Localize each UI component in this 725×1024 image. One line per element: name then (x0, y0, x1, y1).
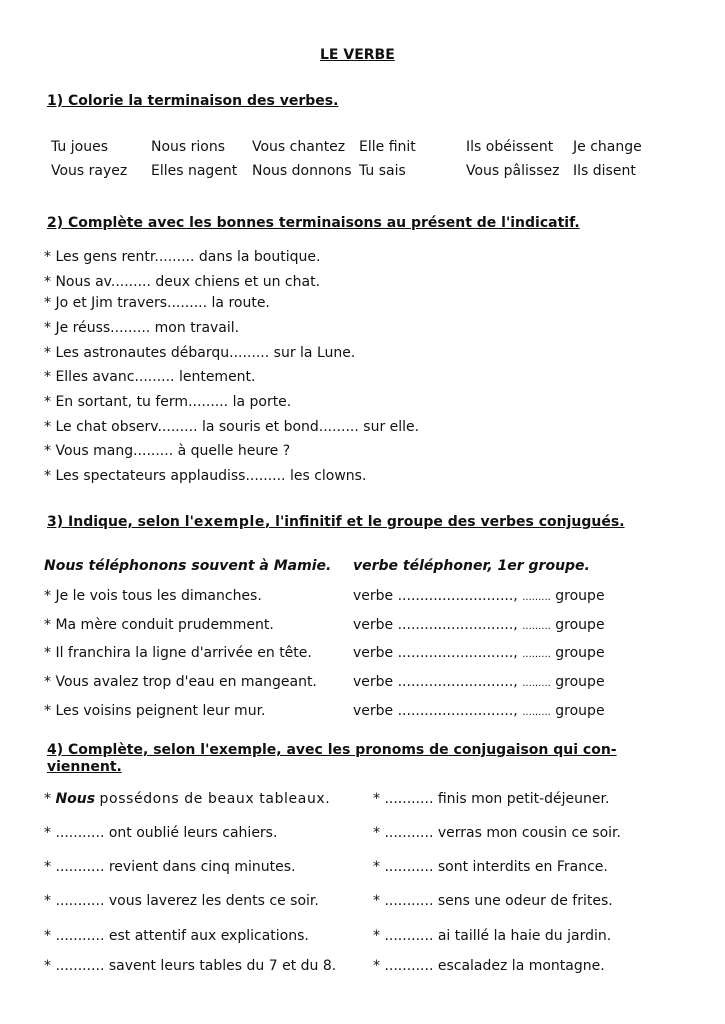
exercise-item: * ........... savent leurs tables du 7 et du 8. (44, 958, 337, 974)
section-1-heading: 1) Colorie la terminaison des verbes. (47, 93, 339, 109)
exercise-item: * ........... vous laverez les dents ce soir. (44, 893, 319, 909)
verb-cell: Nous donnons (252, 163, 352, 179)
section-4-heading-cont: viennent. (47, 759, 122, 775)
exercise-item: * Jo et Jim travers......... la route. (44, 295, 270, 311)
answer-line (353, 616, 605, 636)
exercise-item: * ........... ont oublié leurs cahiers. (44, 825, 278, 841)
bullet: * (44, 791, 51, 807)
exercise-item: * ........... est attentif aux explications. (44, 928, 309, 944)
heading-part: exemple (193, 514, 265, 530)
answer-groupe: groupe (555, 588, 605, 604)
exercise-item: * Les gens rentr......... dans la boutique. (44, 249, 321, 265)
answer-line (353, 644, 605, 664)
exercise-item: * ........... verras mon cousin ce soir. (373, 825, 621, 841)
section-4-heading: 4) Complète, selon l'exemple, avec les pronoms de conjugaison qui con- (47, 742, 617, 758)
verb-cell: Ils disent (573, 163, 636, 179)
exercise-item: * Nous av......... deux chiens et un chat. (44, 274, 321, 290)
heading-part: , l'infinitif et le groupe des verbes conjugués. (264, 514, 625, 530)
exercise-item: * ........... revient dans cinq minutes. (44, 859, 296, 875)
answer-groupe: groupe (555, 617, 605, 633)
answer-dots: ......... (522, 621, 551, 632)
answer-groupe: groupe (555, 674, 605, 690)
example-text: possédons de beaux tableaux. (99, 791, 331, 807)
verb-cell: Vous chantez (252, 139, 346, 155)
verb-cell: Nous rions (151, 139, 226, 155)
exercise-item: * En sortant, tu ferm......... la porte. (44, 394, 292, 410)
answer-dots: ......... (522, 678, 551, 689)
exercise-item: * ........... ai taillé la haie du jardin. (373, 928, 612, 944)
verb-cell: Vous rayez (51, 163, 128, 179)
answer-groupe: groupe (555, 645, 605, 661)
exercise-item: * ........... escaladez la montagne. (373, 958, 605, 974)
answer-dots: ......... (522, 592, 551, 603)
example-answer: verbe téléphoner, 1er groupe. (353, 558, 590, 574)
exercise-item: * Les astronautes débarqu......... sur la Lune. (44, 345, 356, 361)
exercise-item: * Vous mang......... à quelle heure ? (44, 443, 291, 459)
exercise-item: * Je le vois tous les dimanches. (44, 588, 262, 604)
answer-groupe: groupe (555, 703, 605, 719)
heading-part: 3) Indique, selon l' (47, 514, 194, 530)
verb-cell: Je change (573, 139, 642, 155)
exercise-item: * Le chat observ......... la souris et bond......... sur elle. (44, 419, 420, 435)
answer-verbe: verbe .........................., (353, 617, 518, 633)
answer-dots: ......... (522, 707, 551, 718)
page-title: LE VERBE (320, 47, 395, 63)
answer-verbe: verbe .........................., (353, 703, 518, 719)
answer-line (353, 587, 605, 607)
exercise-item: * Vous avalez trop d'eau en mangeant. (44, 674, 317, 690)
answer-line (353, 673, 605, 693)
exercise-item: * ........... sens une odeur de frites. (373, 893, 613, 909)
exercise-item: * Les spectateurs applaudiss......... les clowns. (44, 468, 367, 484)
example-sentence: Nous téléphonons souvent à Mamie. (44, 558, 332, 574)
verb-cell: Vous pâlissez (466, 163, 560, 179)
answer-verbe: verbe .........................., (353, 645, 518, 661)
exercise-item: * ........... finis mon petit-déjeuner. (373, 791, 610, 807)
answer-verbe: verbe .........................., (353, 674, 518, 690)
section-2-heading: 2) Complète avec les bonnes terminaisons au présent de l'indicatif. (47, 215, 580, 231)
exercise-item: * ........... sont interdits en France. (373, 859, 608, 875)
answer-dots: ......... (522, 649, 551, 660)
verb-cell: Ils obéissent (466, 139, 554, 155)
verb-cell: Tu joues (51, 139, 108, 155)
example-pronoun: Nous (55, 791, 96, 807)
example-item (44, 790, 330, 808)
exercise-item: * Les voisins peignent leur mur. (44, 703, 266, 719)
exercise-item: * Je réuss......... mon travail. (44, 320, 240, 336)
answer-verbe: verbe .........................., (353, 588, 518, 604)
exercise-item: * Ma mère conduit prudemment. (44, 617, 274, 633)
verb-cell: Tu sais (359, 163, 406, 179)
verb-cell: Elles nagent (151, 163, 238, 179)
exercise-item: * Il franchira la ligne d'arrivée en tête. (44, 645, 312, 661)
section-3-heading (47, 513, 625, 531)
exercise-item: * Elles avanc......... lentement. (44, 369, 256, 385)
verb-cell: Elle finit (359, 139, 416, 155)
answer-line (353, 702, 605, 722)
